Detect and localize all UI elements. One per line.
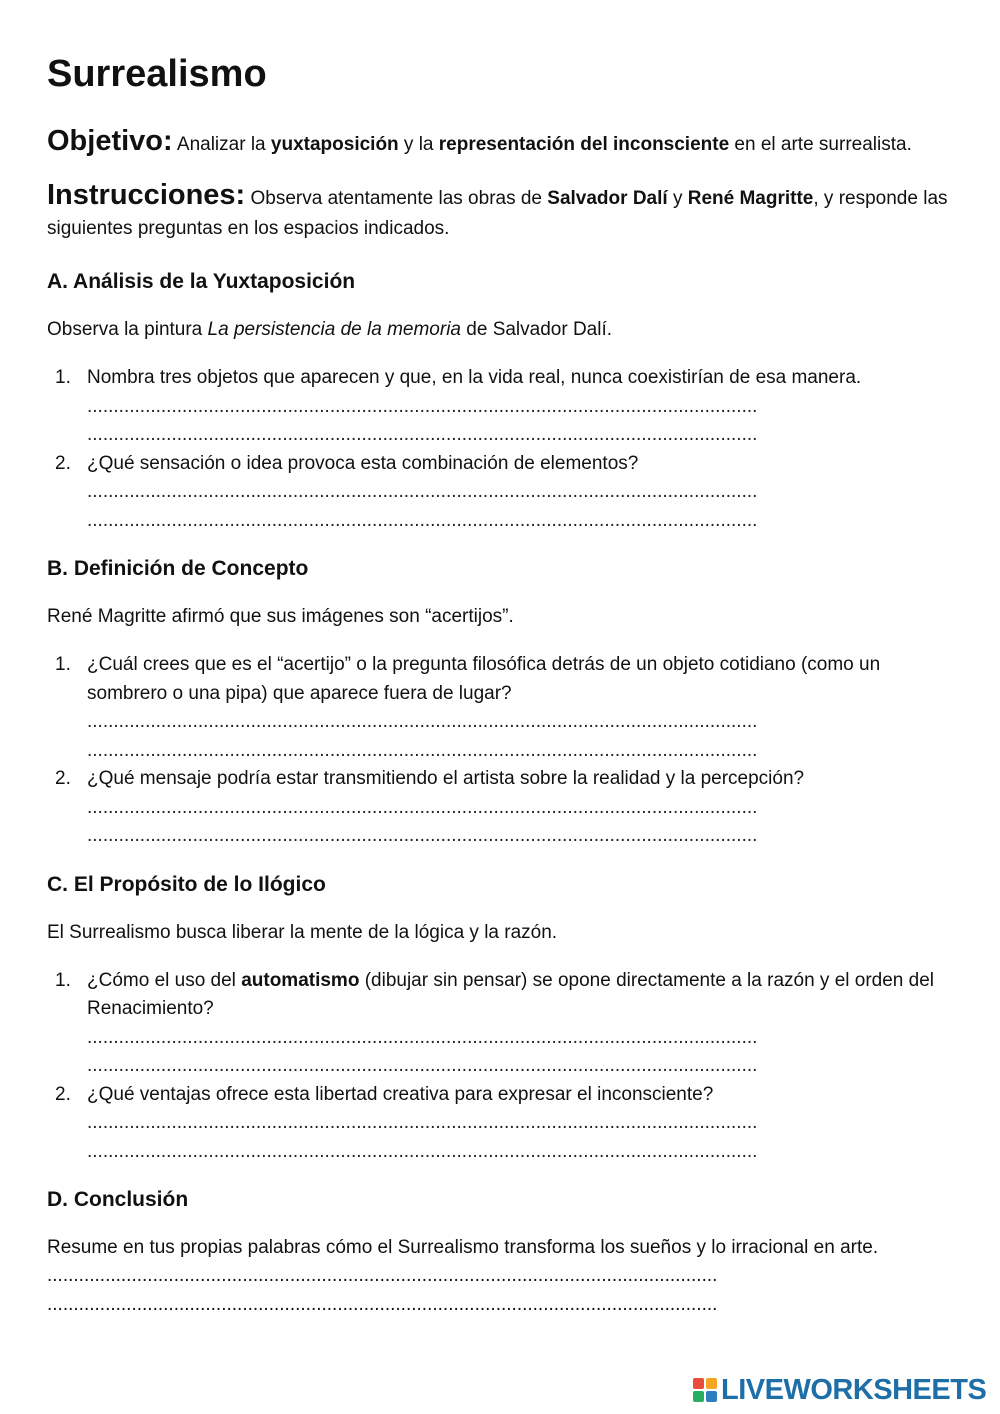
- question-item: [47, 765, 962, 851]
- question-text: ¿Qué sensación o idea provoca esta combinación de elementos?: [87, 452, 639, 474]
- answer-line[interactable]: ...............................................................................................................................: [87, 796, 758, 818]
- question-item: [47, 967, 962, 1081]
- section-b-intro: René Magritte afirmó que sus imágenes son “acertijos”.: [47, 606, 514, 627]
- logo-wordmark: LIVEWORKSHEETS: [721, 1373, 987, 1406]
- question-item: [47, 450, 962, 536]
- logo-square: [693, 1391, 704, 1402]
- question-text: ¿Cuál crees que es el “acertijo” o la pregunta filosófica detrás de un objeto cotidiano (como un sombrero o una pipa) que aparece fuera de lugar?: [87, 654, 881, 704]
- intro-text: Observa la pintura: [47, 319, 208, 340]
- logo-square: [693, 1378, 704, 1389]
- question-item: [47, 1081, 962, 1167]
- answer-line[interactable]: ...............................................................................................................................: [87, 481, 758, 502]
- answer-line[interactable]: ...............................................................................................................................: [87, 1026, 758, 1048]
- instructions-text: y: [667, 188, 688, 209]
- worksheet: [47, 50, 962, 1319]
- answer-line[interactable]: ...............................................................................................................................: [87, 1112, 758, 1133]
- liveworksheets-logo[interactable]: [693, 1374, 986, 1406]
- instructions-text: , y responde las siguientes preguntas en los espacios indicados.: [47, 188, 948, 239]
- question-item: [47, 651, 962, 765]
- answer-line[interactable]: ...............................................................................................................................: [47, 1265, 718, 1286]
- logo-grid-icon: [693, 1378, 717, 1402]
- question-text: (dibujar sin pensar) se opone directamente a la razón y el orden del Renacimiento?: [87, 969, 934, 1019]
- objective-text: y la: [398, 134, 439, 155]
- question-number: 2.: [55, 452, 71, 474]
- intro-text: de Salvador Dalí.: [461, 319, 613, 340]
- question-text: Nombra tres objetos que aparecen y que, en la vida real, nunca coexistirían de esa manera.: [87, 367, 862, 388]
- question-number: 2.: [55, 768, 71, 789]
- question-item: [47, 364, 962, 450]
- question-number: 1.: [55, 367, 71, 388]
- section-d-heading: D. Conclusión: [47, 1188, 189, 1211]
- answer-line[interactable]: ...............................................................................................................................: [87, 395, 758, 417]
- section-b-heading: B. Definición de Concepto: [47, 557, 309, 580]
- objective-text: en el arte surrealista.: [729, 134, 912, 155]
- answer-line[interactable]: ...............................................................................................................................: [87, 1140, 758, 1162]
- question-bold-term: automatismo: [241, 969, 360, 991]
- logo-square: [706, 1378, 717, 1389]
- artwork-title: La persistencia de la memoria: [207, 319, 461, 340]
- question-number: 2.: [55, 1083, 71, 1105]
- objective-bold-1: yuxtaposición: [270, 134, 399, 155]
- objective-paragraph: [47, 126, 962, 160]
- logo-square: [706, 1391, 717, 1402]
- answer-line[interactable]: ...............................................................................................................................: [87, 739, 758, 761]
- section-c-intro: El Surrealismo busca liberar la mente de la lógica y la razón.: [47, 921, 558, 943]
- section-c-questions: [47, 967, 962, 1167]
- answer-line[interactable]: ...............................................................................................................................: [87, 1055, 758, 1076]
- instructions-text: Observa atentamente las obras de: [245, 188, 548, 209]
- section-c-heading: C. El Propósito de lo Ilógico: [47, 872, 326, 896]
- section-a-heading: A. Análisis de la Yuxtaposición: [47, 270, 356, 293]
- page-title: Surrealismo: [47, 53, 267, 95]
- instructions-bold-2: René Magritte: [687, 188, 814, 209]
- objective-bold-2: representación del inconsciente: [438, 134, 730, 155]
- answer-line[interactable]: ...............................................................................................................................: [87, 509, 758, 531]
- section-a-questions: [47, 364, 962, 535]
- objective-label: Objetivo:: [47, 125, 173, 157]
- question-text: ¿Qué ventajas ofrece esta libertad creativa para expresar el inconsciente?: [87, 1083, 714, 1105]
- section-b-questions: [47, 651, 962, 851]
- answer-line[interactable]: ...............................................................................................................................: [87, 424, 758, 445]
- instructions-paragraph: [47, 180, 962, 244]
- question-text: ¿Cómo el uso del: [87, 969, 242, 991]
- answer-line[interactable]: ...............................................................................................................................: [87, 711, 758, 732]
- instructions-label: Instrucciones:: [47, 179, 246, 211]
- instructions-bold-1: Salvador Dalí: [547, 188, 668, 209]
- answer-line[interactable]: ...............................................................................................................................: [47, 1293, 718, 1315]
- answer-line[interactable]: ...............................................................................................................................: [87, 825, 758, 846]
- objective-text: Analizar la: [172, 134, 271, 155]
- question-number: 1.: [55, 654, 71, 675]
- section-a-intro: [47, 316, 962, 344]
- section-d-intro: Resume en tus propias palabras cómo el Surrealismo transforma los sueños y lo irracional en arte.: [47, 1237, 879, 1258]
- question-number: 1.: [55, 969, 71, 991]
- question-text: ¿Qué mensaje podría estar transmitiendo el artista sobre la realidad y la percepción?: [87, 768, 805, 789]
